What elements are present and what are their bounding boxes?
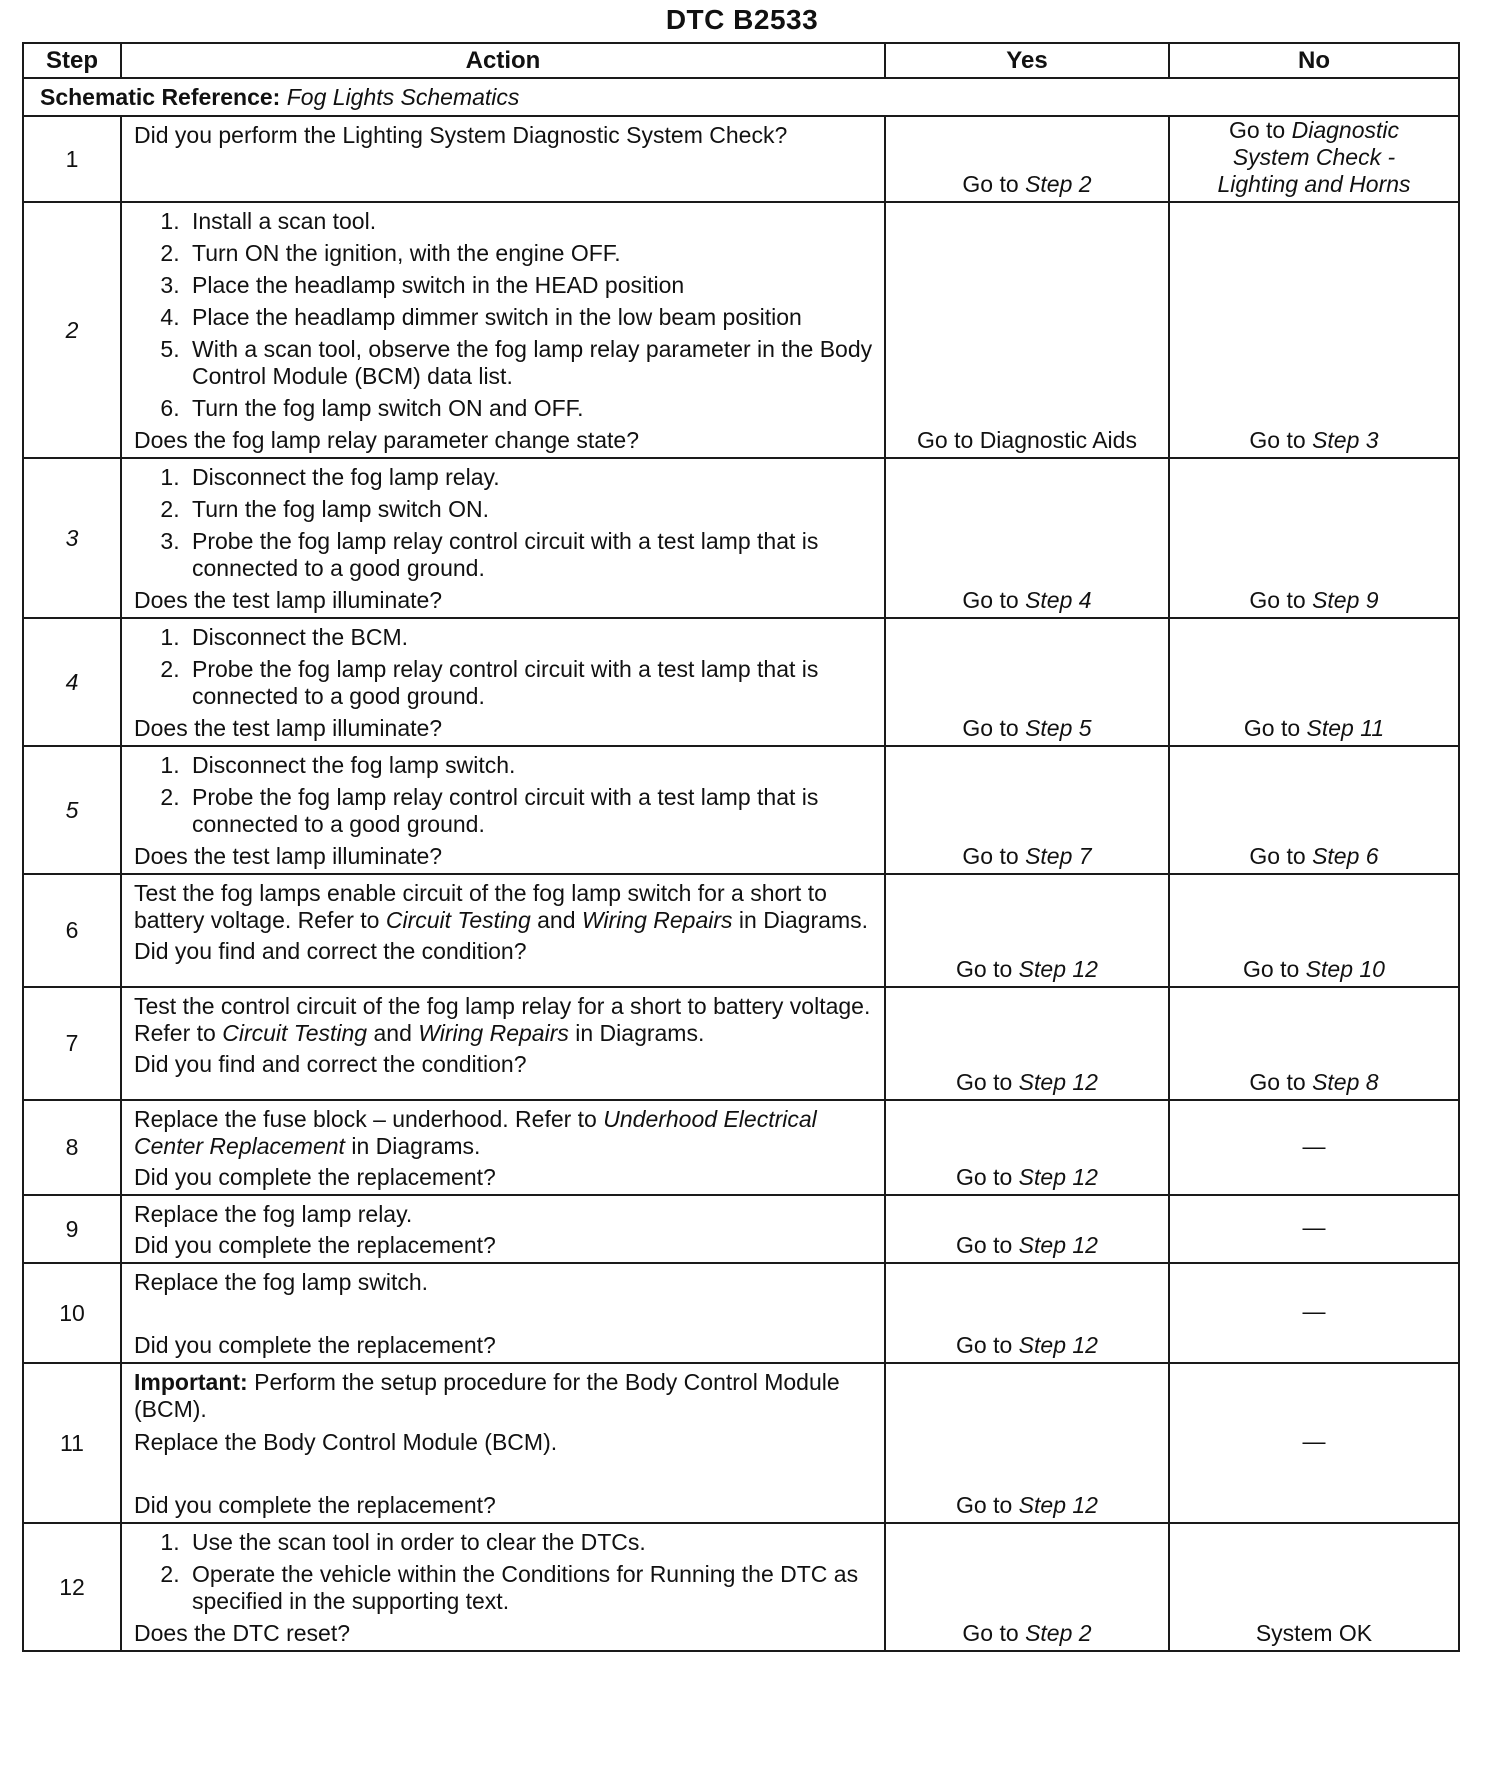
step-link[interactable]: Step 2 (1025, 1620, 1092, 1646)
step-number: 10 (23, 1263, 121, 1363)
document-title: DTC B2533 (665, 4, 819, 35)
question-text: Did you complete the replacement? (134, 1332, 496, 1358)
no-cell (1169, 202, 1459, 458)
action-text-part: and (373, 1020, 412, 1046)
underhood-replacement-link[interactable]: Underhood Electrical Center Replacement (134, 1106, 817, 1159)
action-cell (121, 746, 885, 874)
instruction-item: 1. Disconnect the fog lamp relay. (186, 464, 876, 491)
action-text-part: Test the control circuit of the fog lamp relay for a short to battery voltage. Refer to (134, 993, 871, 1046)
goto-label: Go to (956, 1069, 1013, 1095)
goto-label: Go to (956, 1492, 1013, 1518)
table-row (23, 1263, 1459, 1363)
action-text-part: and (537, 907, 576, 933)
schematic-label: Schematic Reference: (40, 83, 281, 110)
step-link[interactable]: Step 3 (1312, 427, 1379, 453)
action-text-part: Test the fog lamps enable circuit of the fog lamp switch for a short to battery voltage. Refer to (134, 880, 827, 933)
header-no: No (1169, 43, 1459, 78)
action-cell (121, 116, 885, 202)
instruction-item: 2. Probe the fog lamp relay control circuit with a test lamp that is connected to a good ground. (186, 784, 876, 838)
instruction-item: 1. Disconnect the fog lamp switch. (186, 752, 876, 779)
goto-label: Go to (1228, 117, 1286, 143)
goto-label: Go to (1249, 587, 1306, 613)
step-link[interactable]: Step 10 (1305, 956, 1385, 982)
step-link[interactable]: Step 5 (1025, 715, 1092, 741)
step-number: 1 (23, 116, 121, 202)
question-text: Does the test lamp illuminate? (134, 715, 443, 741)
diagnostic-check-link-line3[interactable]: Lighting and Horns (1217, 171, 1411, 197)
no-cell (1169, 746, 1459, 874)
question-text: Did you find and correct the condition? (134, 938, 527, 964)
header-step: Step (23, 43, 121, 78)
step-link[interactable]: Step 9 (1312, 587, 1379, 613)
action-cell (121, 1195, 885, 1263)
step-number: 9 (23, 1195, 121, 1263)
yes-cell (885, 116, 1169, 202)
step-number: 6 (23, 874, 121, 987)
goto-label: Go to (962, 715, 1019, 741)
action-text (134, 880, 876, 934)
yes-cell (885, 202, 1169, 458)
schematic-row (23, 78, 1459, 116)
action-text: Did you perform the Lighting System Diagnostic System Check? (134, 122, 788, 148)
instruction-item: 6. Turn the fog lamp switch ON and OFF. (186, 395, 876, 422)
yes-cell (885, 618, 1169, 746)
table-row (23, 1523, 1459, 1651)
action-text-part: in Diagrams. (575, 1020, 705, 1046)
step-link[interactable]: Step 12 (1018, 1232, 1098, 1258)
yes-cell (885, 1363, 1169, 1523)
yes-cell (885, 1100, 1169, 1195)
table-row (23, 987, 1459, 1100)
yes-cell (885, 746, 1169, 874)
action-text: Replace the fog lamp switch. (134, 1269, 429, 1295)
goto-label: Go to (956, 956, 1013, 982)
goto-label: Go to (1243, 956, 1300, 982)
instruction-list (134, 752, 876, 838)
goto-label: Go to (962, 843, 1019, 869)
step-number: 8 (23, 1100, 121, 1195)
instruction-item: 4. Place the headlamp dimmer switch in the low beam position (186, 304, 876, 331)
yes-cell (885, 1195, 1169, 1263)
no-cell-dash: — (1169, 1363, 1459, 1523)
step-number: 7 (23, 987, 121, 1100)
yes-cell (885, 874, 1169, 987)
diagnostic-check-link-line2[interactable]: System Check - (1232, 144, 1396, 170)
table-row (23, 202, 1459, 458)
no-cell-dash: — (1169, 1263, 1459, 1363)
goto-label: Go to (956, 1164, 1013, 1190)
no-cell-dash: — (1169, 1195, 1459, 1263)
table-row (23, 746, 1459, 874)
instruction-list (134, 208, 876, 422)
instruction-item: 2. Probe the fog lamp relay control circuit with a test lamp that is connected to a good ground. (186, 656, 876, 710)
action-cell (121, 1263, 885, 1363)
action-text (134, 1106, 876, 1160)
yes-cell (885, 458, 1169, 618)
table-row (23, 116, 1459, 202)
instruction-item: 1. Use the scan tool in order to clear the DTCs. (186, 1529, 876, 1556)
question-text: Did you complete the replacement? (134, 1232, 496, 1258)
instruction-item: 5. With a scan tool, observe the fog lamp relay parameter in the Body Control Module (BCM) data list. (186, 336, 876, 390)
goto-label: Go to (1249, 427, 1306, 453)
important-text: Perform the setup procedure for the Body Control Module (BCM). (134, 1369, 840, 1422)
step-link[interactable]: Step 7 (1025, 843, 1092, 869)
instruction-list (134, 1529, 876, 1615)
step-link[interactable]: Step 11 (1306, 715, 1385, 741)
instruction-item: 3. Probe the fog lamp relay control circuit with a test lamp that is connected to a good ground. (186, 528, 876, 582)
header-action: Action (121, 43, 885, 78)
step-number: 12 (23, 1523, 121, 1651)
yes-cell (885, 1263, 1169, 1363)
table-row (23, 874, 1459, 987)
step-number: 3 (23, 458, 121, 618)
table-row (23, 458, 1459, 618)
action-cell (121, 1363, 885, 1523)
action-text-part: in Diagrams. (738, 907, 869, 933)
step-link[interactable]: Step 12 (1018, 1164, 1098, 1190)
question-text: Does the fog lamp relay parameter change state? (134, 427, 640, 453)
action-cell (121, 202, 885, 458)
step-link[interactable]: Step 12 (1018, 956, 1098, 982)
question-text: Did you find and correct the condition? (134, 1051, 527, 1077)
header-yes: Yes (885, 43, 1169, 78)
instruction-item: 3. Place the headlamp switch in the HEAD position (186, 272, 876, 299)
no-cell (1169, 458, 1459, 618)
important-label: Important: (134, 1369, 248, 1395)
instruction-item: 2. Operate the vehicle within the Conditions for Running the DTC as specified in the supporting text. (186, 1561, 876, 1615)
step-link[interactable]: Step 12 (1018, 1332, 1098, 1358)
instruction-item: 2. Turn ON the ignition, with the engine OFF. (186, 240, 876, 267)
table-row (23, 1195, 1459, 1263)
header-row (23, 43, 1459, 78)
step-number: 5 (23, 746, 121, 874)
question-text: Does the test lamp illuminate? (134, 843, 443, 869)
question-text: Did you complete the replacement? (134, 1492, 496, 1518)
action-text: Replace the Body Control Module (BCM). (134, 1429, 558, 1455)
step-link[interactable]: Step 12 (1018, 1492, 1098, 1518)
table-row (23, 1363, 1459, 1523)
goto-label: Go to (962, 1620, 1019, 1646)
schematic-reference (23, 78, 1459, 116)
instruction-list (134, 624, 876, 710)
goto-label: Go to (956, 1332, 1013, 1358)
action-cell (121, 987, 885, 1100)
schematic-link[interactable]: Fog Lights Schematics (286, 83, 520, 110)
action-cell (121, 874, 885, 987)
goto-label: Go to (1249, 1069, 1306, 1095)
action-text (134, 993, 876, 1047)
diagnostic-aids-link[interactable]: Go to Diagnostic Aids (917, 427, 1137, 453)
goto-label: Go to (962, 587, 1019, 613)
step-number: 11 (23, 1363, 121, 1523)
instruction-list (134, 464, 876, 582)
action-text: Replace the fog lamp relay. (134, 1201, 413, 1227)
question-text: Does the DTC reset? (134, 1620, 351, 1646)
no-cell-dash: — (1169, 1100, 1459, 1195)
yes-cell (885, 987, 1169, 1100)
action-text-part: Replace the fuse block – underhood. Refer to (134, 1106, 597, 1132)
action-cell (121, 1523, 885, 1651)
goto-label: Go to (962, 171, 1019, 197)
goto-label: Go to (956, 1232, 1013, 1258)
circuit-testing-link[interactable]: Circuit Testing (385, 907, 531, 933)
diagnostic-check-link[interactable]: Diagnostic (1291, 117, 1400, 143)
no-cell (1169, 1523, 1459, 1651)
step-link[interactable]: Step 12 (1018, 1069, 1098, 1095)
table-row (23, 618, 1459, 746)
instruction-item: 1. Disconnect the BCM. (186, 624, 876, 651)
yes-cell (885, 1523, 1169, 1651)
step-link[interactable]: Step 6 (1312, 843, 1379, 869)
no-cell (1169, 116, 1459, 202)
step-number: 2 (23, 202, 121, 458)
system-ok-text: System OK (1255, 1620, 1373, 1646)
instruction-item: 1. Install a scan tool. (186, 208, 876, 235)
no-cell (1169, 618, 1459, 746)
question-text: Does the test lamp illuminate? (134, 587, 443, 613)
step-link[interactable]: Step 4 (1025, 587, 1092, 613)
action-text-part: in Diagrams. (351, 1133, 481, 1159)
action-cell (121, 618, 885, 746)
step-link[interactable]: Step 8 (1312, 1069, 1379, 1095)
no-cell (1169, 874, 1459, 987)
important-note (134, 1369, 876, 1423)
step-link[interactable]: Step 2 (1025, 171, 1092, 197)
step-number: 4 (23, 618, 121, 746)
goto-label: Go to (1249, 843, 1306, 869)
wiring-repairs-link[interactable]: Wiring Repairs (418, 1020, 569, 1046)
no-cell (1169, 987, 1459, 1100)
action-cell (121, 1100, 885, 1195)
circuit-testing-link[interactable]: Circuit Testing (222, 1020, 368, 1046)
table-row (23, 1100, 1459, 1195)
diagnostic-table (22, 42, 1460, 1652)
action-cell (121, 458, 885, 618)
question-text: Did you complete the replacement? (134, 1164, 496, 1190)
instruction-item: 2. Turn the fog lamp switch ON. (186, 496, 876, 523)
wiring-repairs-link[interactable]: Wiring Repairs (581, 907, 733, 933)
goto-label: Go to (1243, 715, 1301, 741)
